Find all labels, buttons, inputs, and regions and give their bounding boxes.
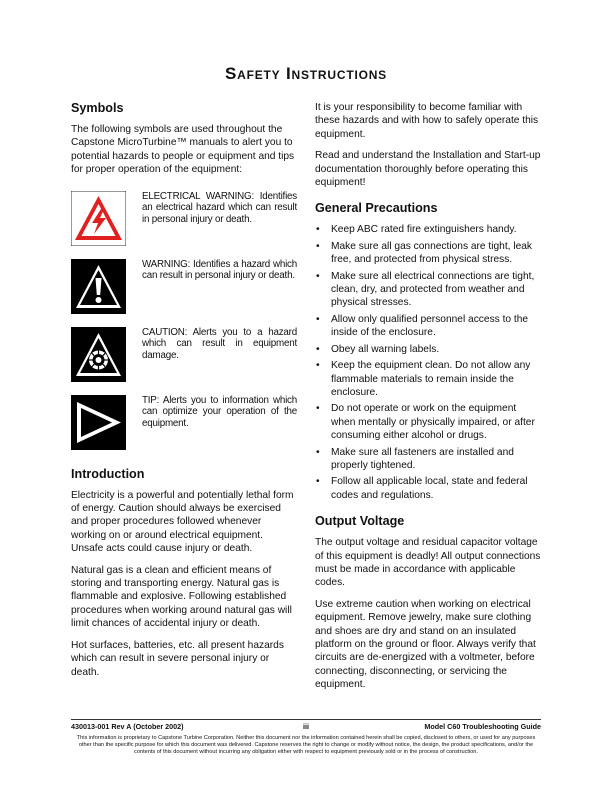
tip-icon	[71, 395, 126, 450]
introduction-paragraph: Natural gas is a clean and efficient means of storing and transporting energy. Natural gas is flammable and explosive. Following established procedures when working around natural gas will limit chances of accidental injury or death.	[71, 564, 292, 630]
general-precautions-heading: General Precautions	[315, 201, 438, 216]
output-voltage-heading: Output Voltage	[315, 514, 405, 529]
list-item: • Follow all applicable local, state and federal codes and regulations.	[316, 476, 528, 501]
bullet-icon: •	[316, 270, 320, 282]
list-item: • Keep ABC rated fire extinguishers handy.	[316, 224, 517, 236]
symbol-text: WARNING: Identifies a hazard which can result in personal injury or death.	[142, 258, 297, 282]
footer-doc-number: 430013-001 Rev A (October 2002)	[71, 722, 184, 731]
footer-proprietary-note: This information is proprietary to Capstone Turbine Corporation. Neither this document nor the information contained herein shall be copied, disclosed to others, or used for any purposes other than the specific purpose for which this document was delivered. Capstone reserves the right to change or modify without notice, the design, the product specifications, and/or the contents of this document without incurring any obligation either with respect to equipment previously sold or in the process of construction.	[76, 735, 536, 756]
introduction-paragraph: Hot surfaces, batteries, etc. all present hazards which can result in severe personal injury or death.	[71, 639, 284, 678]
responsibility-paragraph: Read and understand the Installation and Start-up documentation thoroughly before operating this equipment!	[315, 150, 541, 189]
caution-icon	[71, 327, 126, 382]
bullet-icon: •	[316, 313, 320, 325]
symbol-text: TIP: Alerts you to information which can optimize your operation of the equipment.	[142, 394, 297, 429]
electrical-warning-icon	[71, 191, 126, 246]
symbols-list	[71, 191, 297, 461]
bullet-icon: •	[316, 224, 320, 236]
footer-page-number: iii	[303, 722, 309, 731]
symbol-tip	[71, 395, 297, 461]
bullet-icon: •	[316, 446, 320, 458]
footer-guide-title: Model C60 Troubleshooting Guide	[424, 722, 541, 731]
bullet-icon: •	[316, 476, 320, 488]
symbols-heading: Symbols	[71, 101, 124, 115]
warning-icon	[71, 259, 126, 314]
symbol-text: CAUTION: Alerts you to a hazard which can result in equipment damage.	[142, 326, 297, 361]
list-item: • Allow only qualified personnel access to the inside of the enclosure.	[316, 313, 529, 339]
list-item: • Make sure all gas connections are tight, leak free, and protected from physical stress.	[316, 240, 533, 266]
list-item: • Make sure all fasteners are installed and properly tightened.	[316, 446, 514, 471]
footer-divider	[71, 719, 541, 720]
symbols-intro: The following symbols are used throughout the Capstone MicroTurbine™ manuals to alert you to potential hazards to people or equipment and tips for proper operation of the equipment:	[71, 124, 295, 176]
list-item: • Keep the equipment clean. Do not allow any flammable materials to remain inside the enclosure.	[316, 360, 531, 398]
symbol-text: ELECTRICAL WARNING: Identifies an electrical hazard which can result in personal injury or death.	[142, 190, 297, 225]
bullet-icon: •	[316, 343, 320, 355]
general-precautions-list	[315, 223, 543, 502]
right-column	[315, 101, 543, 700]
list-item: • Make sure all electrical connections are tight, clean, dry, and protected from weather and physical stresses.	[316, 270, 535, 309]
introduction-heading: Introduction	[71, 466, 145, 481]
symbol-warning	[71, 259, 297, 325]
responsibility-paragraph: It is your responsibility to become familiar with these hazards and with how to safely operate this equipment.	[315, 102, 539, 140]
output-voltage-paragraph: Use extreme caution when working on electrical equipment. Remove jewelry, make sure clothing and shoes are dry and stand on an insulated platform on the ground or floor. Always verify that circuits are de-energized with a voltmeter, before connecting, disconnecting, or servicing the equipment.	[315, 598, 536, 691]
bullet-icon: •	[316, 403, 320, 415]
introduction-paragraph: Electricity is a powerful and potentially lethal form of energy. Caution should always be exercised and proper procedures followed whenever working on or around electrical equipment. Unsafe acts could cause injury or death.	[71, 489, 294, 555]
symbol-electrical-warning	[71, 191, 297, 257]
symbol-caution	[71, 327, 297, 393]
page-title: Safety Instructions	[225, 64, 387, 83]
output-voltage-paragraph: The output voltage and residual capacitor voltage of this equipment is deadly! All output connections must be made in accordance with applicable codes.	[315, 537, 541, 589]
bullet-icon: •	[316, 240, 320, 252]
list-item: • Do not operate or work on the equipment when mentally or physically impaired, or after consuming either alcohol or drugs.	[316, 403, 535, 442]
bullet-icon: •	[316, 360, 320, 372]
left-column	[71, 101, 297, 687]
list-item: • Obey all warning labels.	[316, 343, 440, 355]
